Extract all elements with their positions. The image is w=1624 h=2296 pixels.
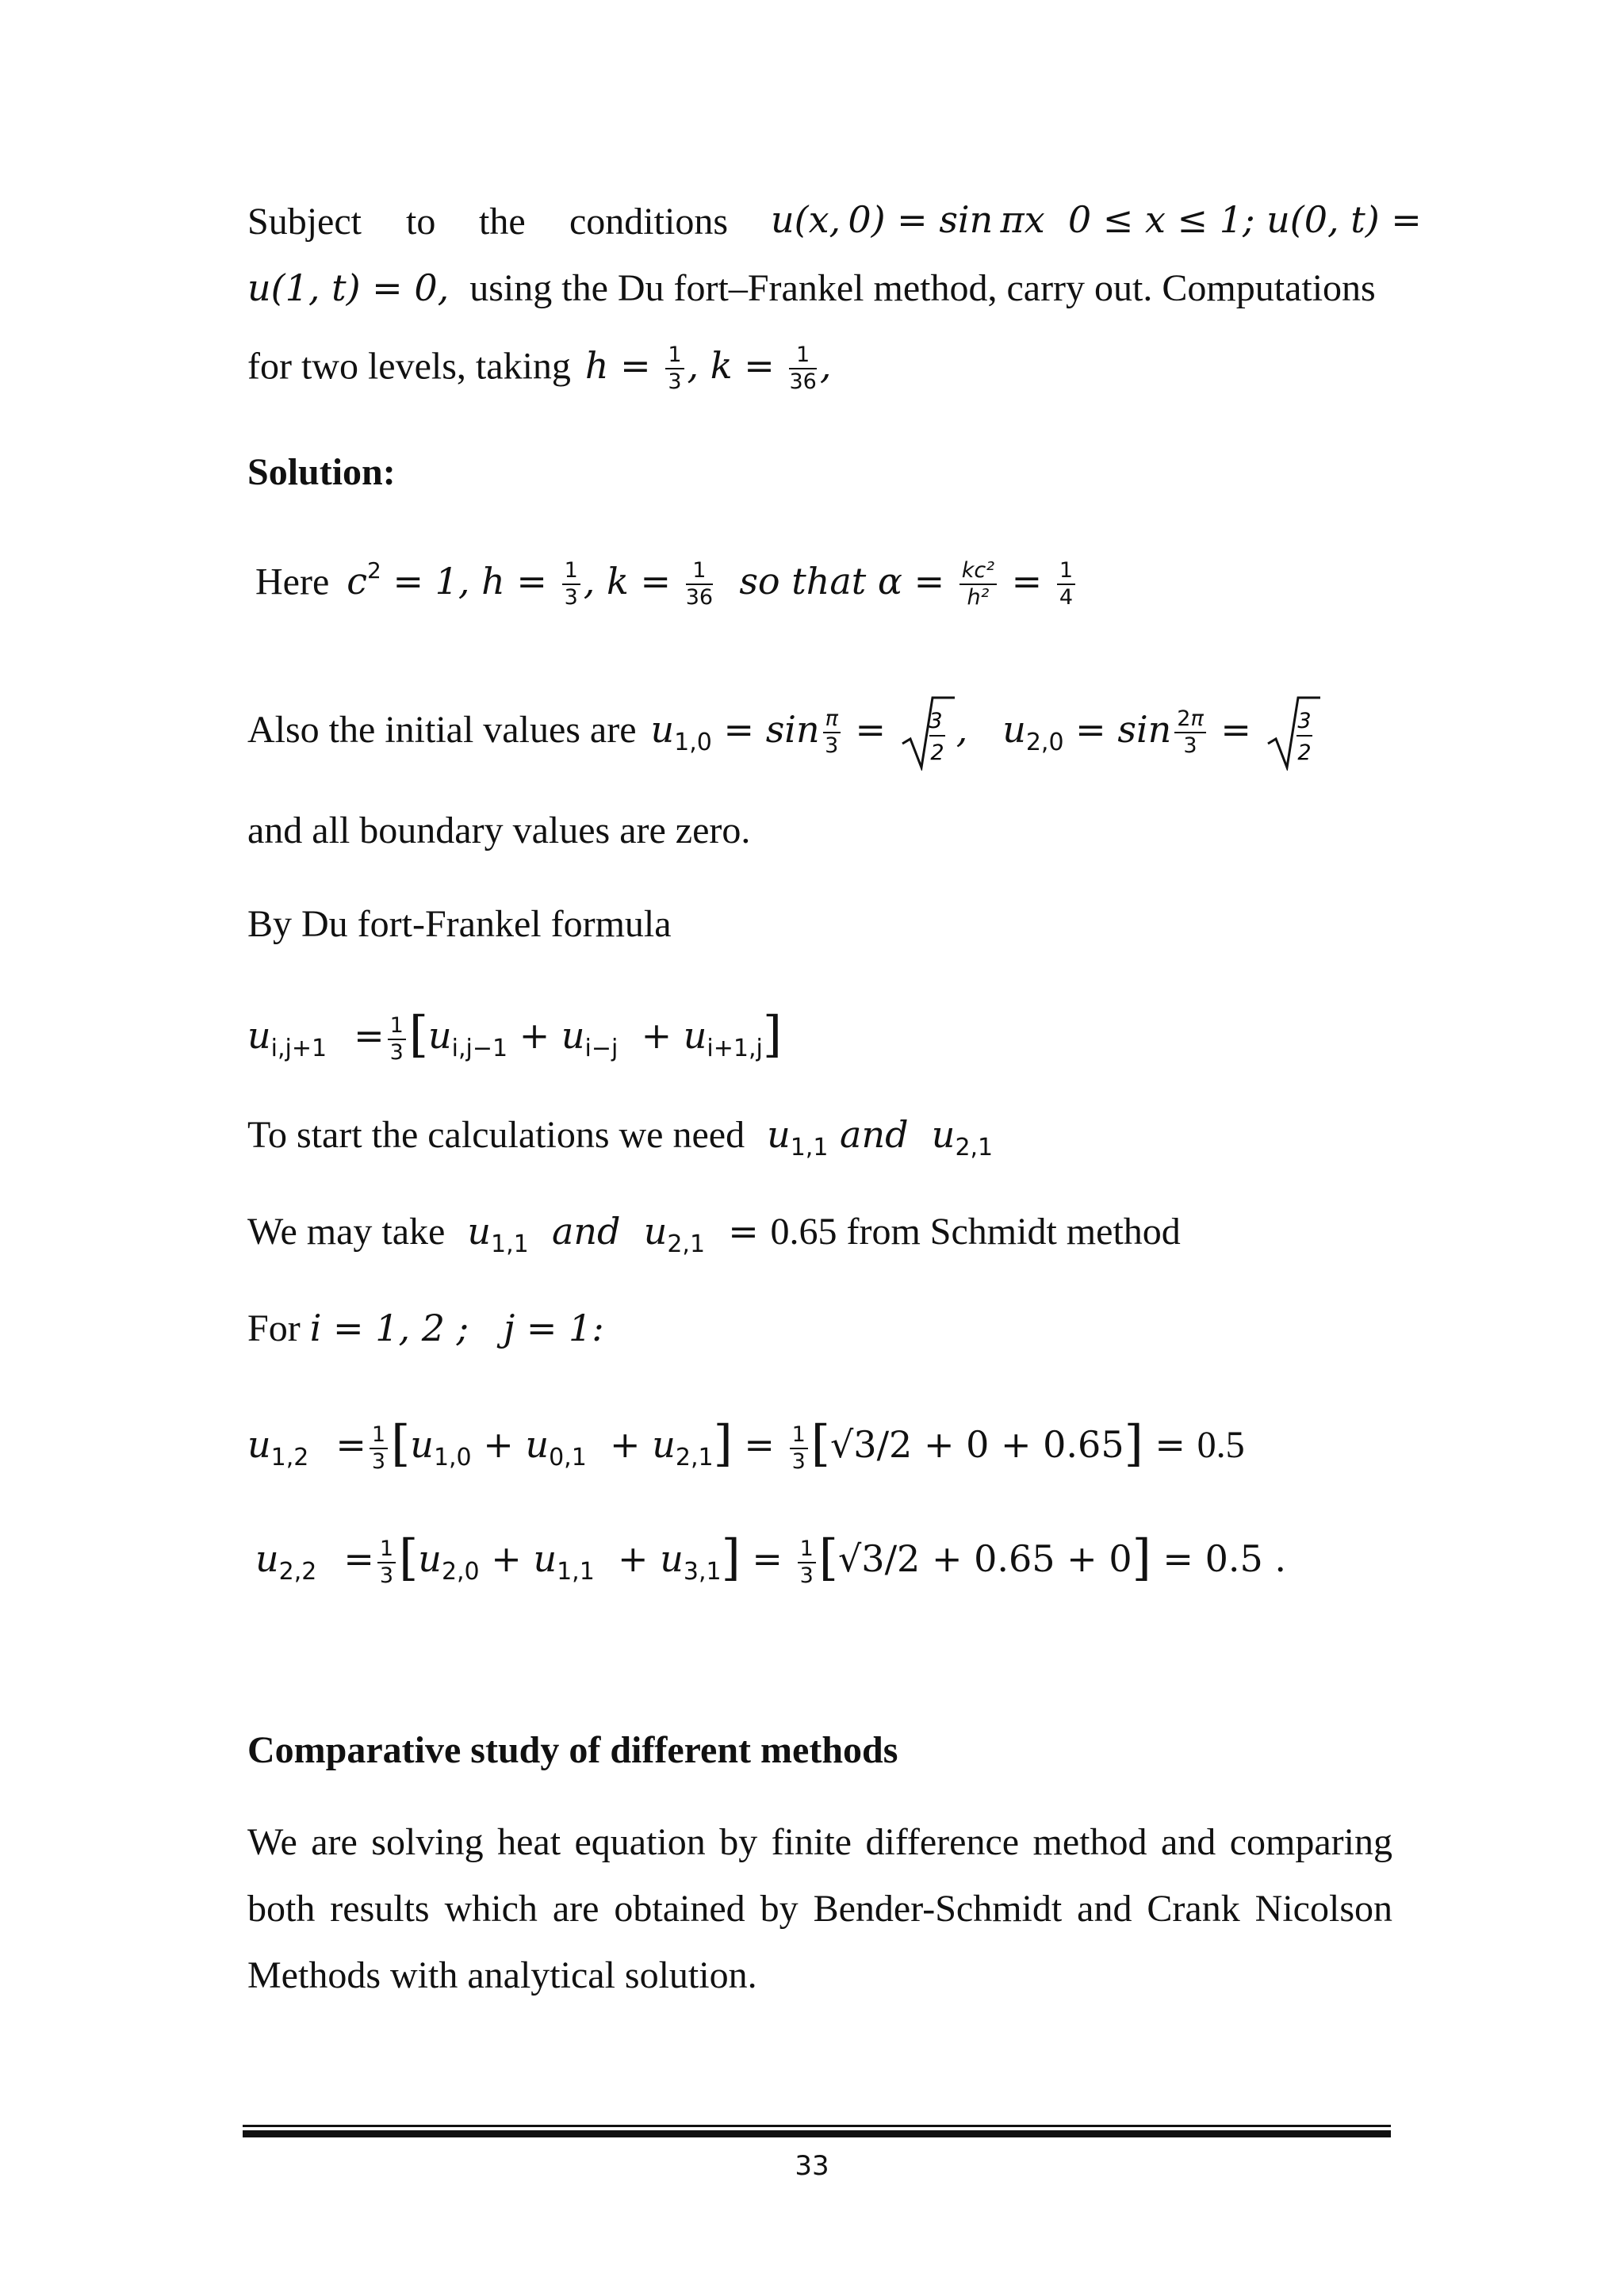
svg-text:3: 3	[1297, 709, 1312, 733]
take-value: 0.65	[770, 1211, 837, 1253]
initial-values-text: Also the initial values are	[247, 709, 637, 751]
take-line	[247, 1210, 1181, 1258]
need-math: $u_{1,1}$ and $u_{2,1}$	[767, 1113, 994, 1161]
svg-text:2: 2	[1297, 740, 1312, 765]
take-math: $u_{1,1}$ and $u_{2,1}$ =	[467, 1210, 771, 1258]
intro-math-line-2: u(1, t) = 0,	[247, 266, 450, 309]
svg-text:3: 3	[929, 709, 943, 733]
comparative-heading: Comparative study of different methods	[247, 1729, 898, 1771]
initial-values-math: $u_{1,0} = \sin$ $\frac{\pi}{3}$ = 3 2 , $u_{2,0} = \sin$ $\frac{2\pi}{3}$ = 3 2	[651, 708, 1322, 751]
comparative-line-2: both results which are obtained by Bender-Schmidt and Crank Nicolson	[247, 1888, 1392, 1930]
here-line	[255, 557, 1078, 610]
need-line	[247, 1113, 994, 1161]
boundary-text: and all boundary values are zero.	[247, 809, 751, 851]
comparative-line-3: Methods with analytical solution.	[247, 1954, 757, 1996]
for-math: i = 1, 2 ; j = 1:	[309, 1307, 604, 1349]
take-suffix: from Schmidt method	[846, 1211, 1181, 1253]
formula-intro: By Du fort-Frankel formula	[247, 903, 672, 945]
svg-text:2: 2	[930, 740, 944, 765]
intro-line-3	[247, 344, 831, 394]
here-math: $c^2 = 1$, h = $\frac{1}{3}$ , k = $\frac{1}{36}$ so that α = $\frac{\text{kc²}}{\text{h²}}$ = $\frac{1}{4}$	[347, 560, 1078, 603]
page-number: 33	[795, 2150, 829, 2182]
intro-math-line-3: h = $\frac{1}{3}$ , k = $\frac{1}{36}$ ,	[584, 342, 832, 395]
intro-math-line-1: u(x, 0) = sin πx 0 ≤ x ≤ 1; u(0, t) =	[771, 198, 1422, 241]
need-text: To start the calculations we need	[247, 1114, 745, 1156]
for-line	[247, 1307, 604, 1349]
equation-u12: $u_{1,2}$ = $\frac{1}{3}$ $[u_{1,0} + u_{0,1} + u_{2,1}]$ = $\frac{1}{3}$ [√3/2 + 0 + 0.65] = 0.5	[247, 1414, 1245, 1474]
intro-text-line-3: for two levels, taking	[247, 345, 571, 388]
solution-heading: Solution:	[247, 451, 396, 493]
intro-word-the: the	[479, 201, 526, 243]
intro-word-to: to	[406, 201, 436, 243]
for-text: For	[247, 1307, 301, 1349]
footer-rule-thin	[243, 2125, 1391, 2127]
take-text: We may take	[247, 1211, 446, 1253]
comparative-line-1: We are solving heat equation by finite difference method and comparing	[247, 1821, 1392, 1863]
intro-word-conditions: conditions	[569, 201, 728, 243]
equation-u22: $u_{2,2}$ = $\frac{1}{3}$ $[u_{2,0} + u_{1,1} + u_{3,1}]$ = $\frac{1}{3}$ [√3/2 + 0.65 + 0] = 0.5 .	[255, 1529, 1286, 1588]
intro-word-subject: Subject	[247, 201, 362, 243]
intro-text-line-2: using the Du fort–Frankel method, carry out. Computations	[469, 267, 1376, 309]
footer-rule-thick	[243, 2130, 1391, 2137]
here-label: Here	[255, 561, 330, 603]
intro-line-2	[247, 266, 1376, 309]
initial-values-line	[247, 695, 1322, 771]
dufort-frankel-formula: $u_{i,j+1}$ = $\frac{1}{3}$ $[u_{i,j-1} + u_{i-j} + u_{i+1,j}]$	[247, 1005, 783, 1065]
